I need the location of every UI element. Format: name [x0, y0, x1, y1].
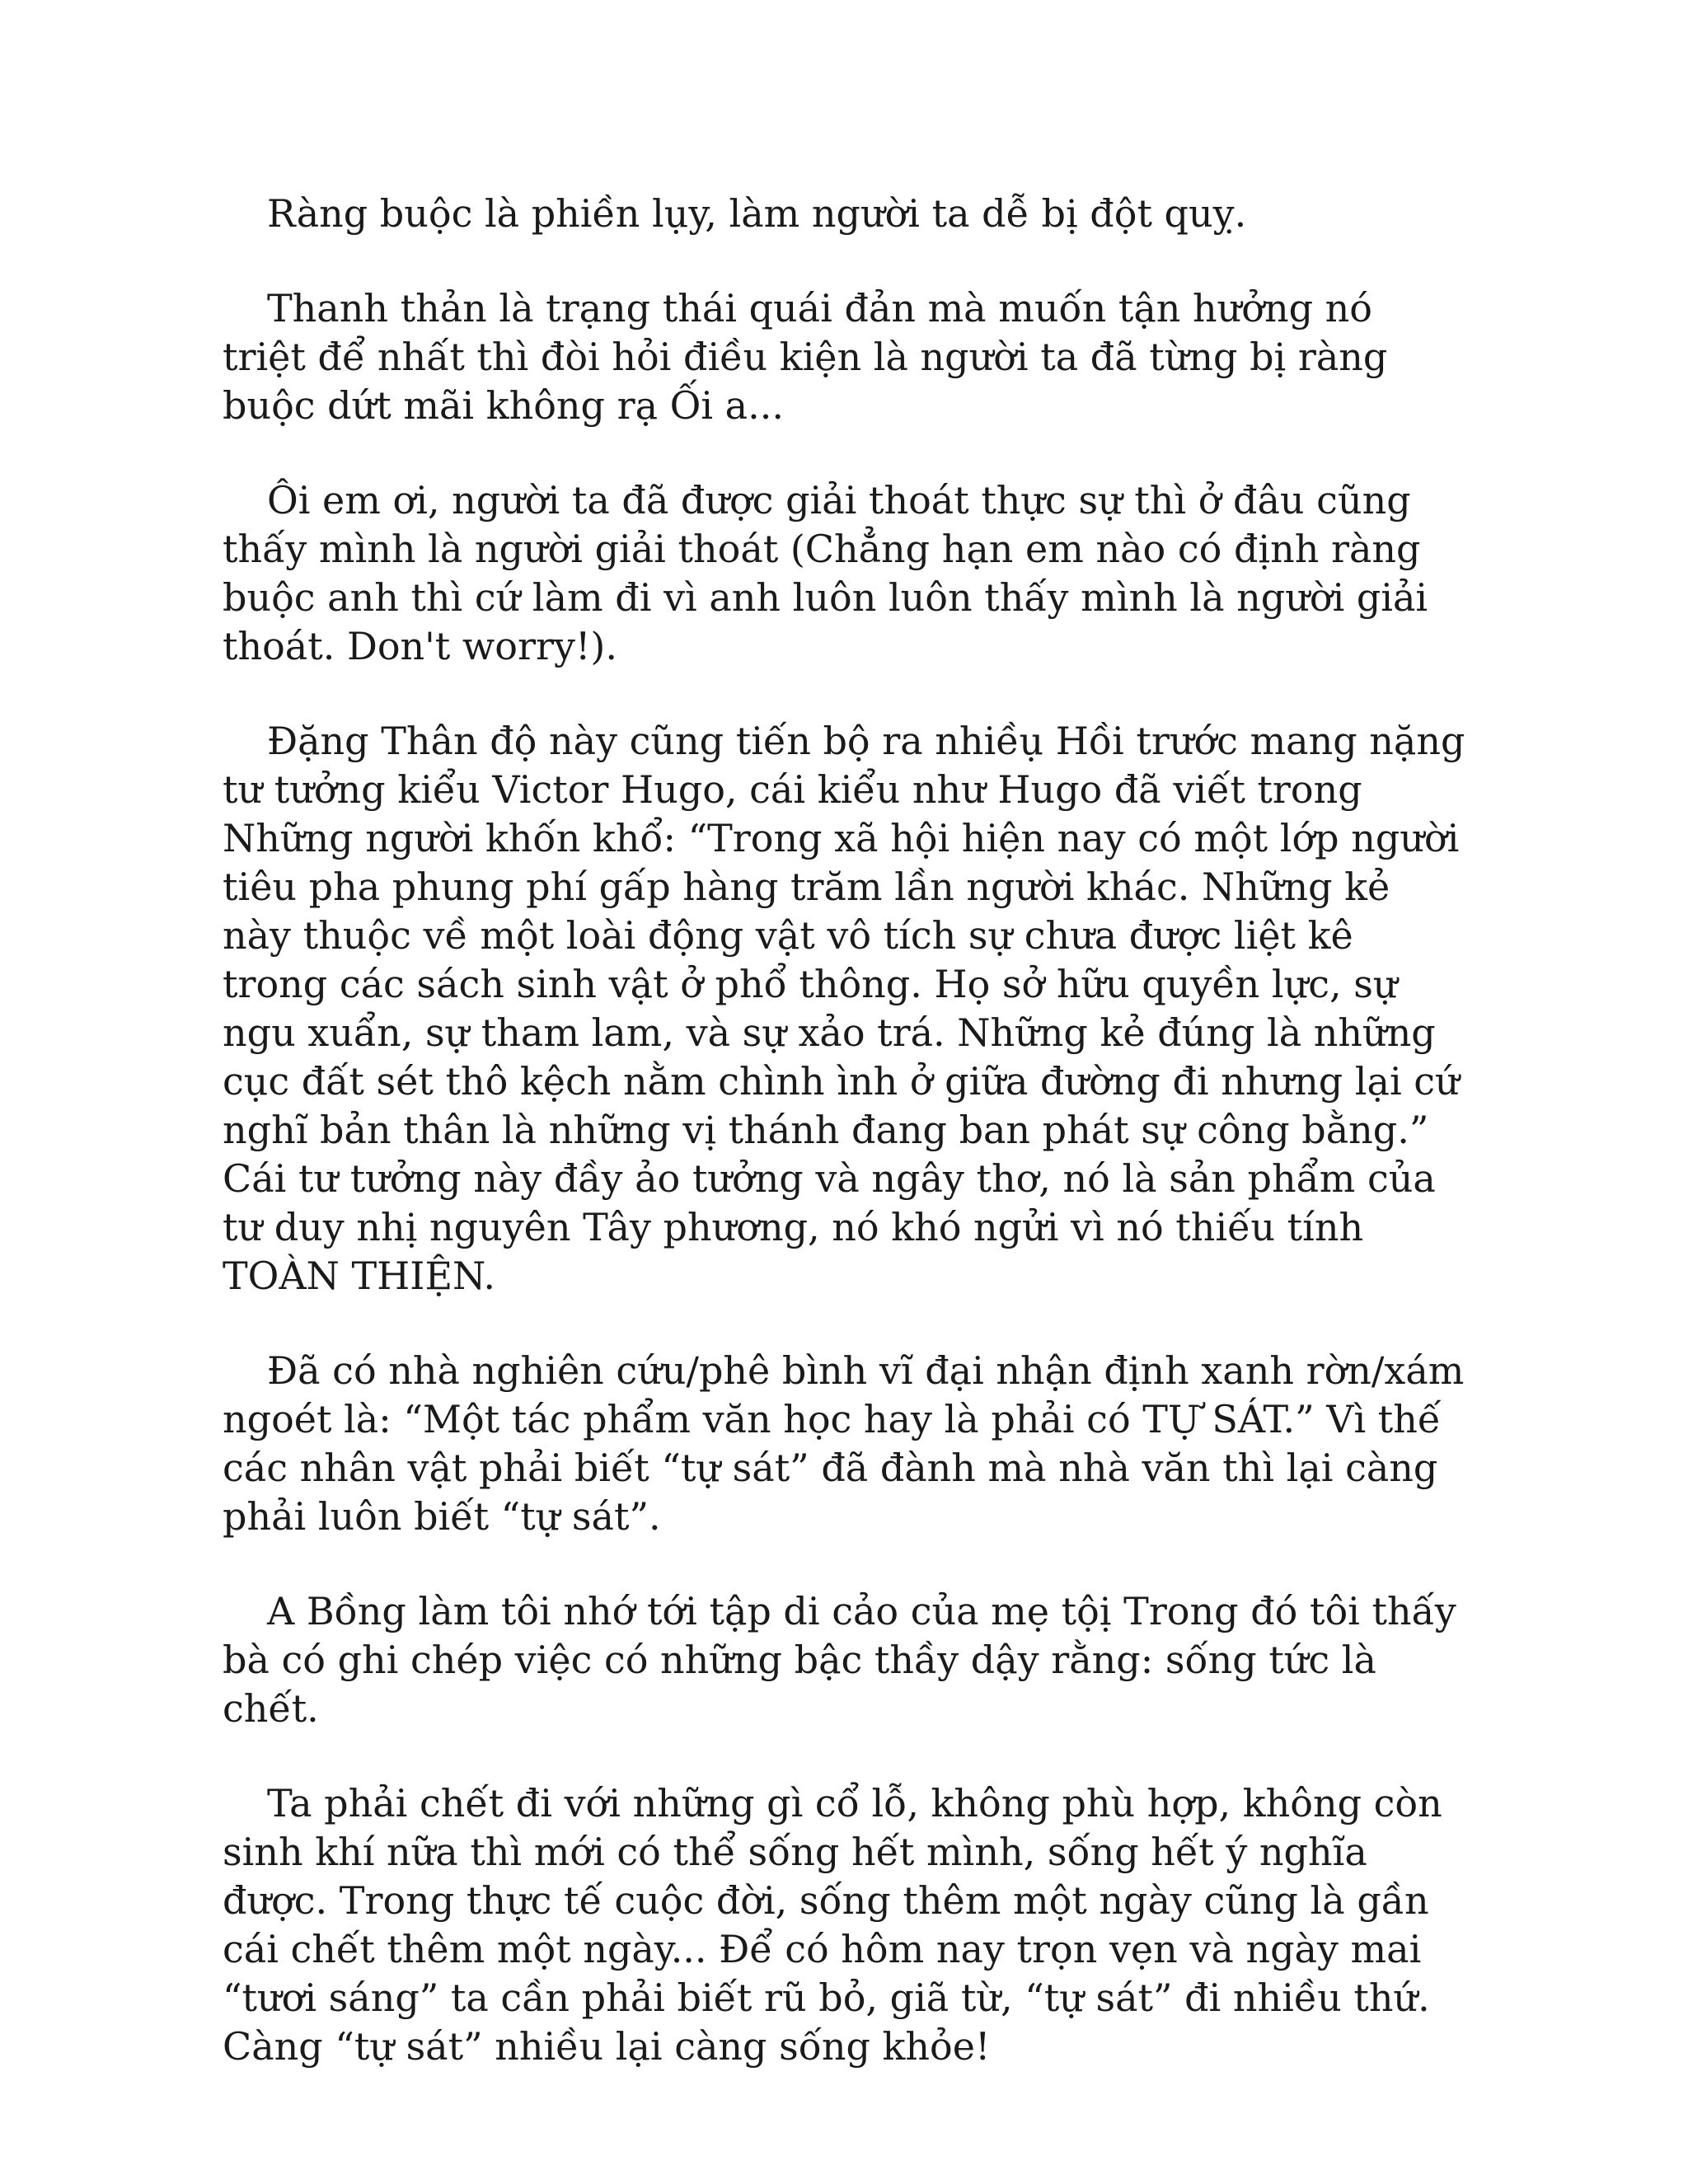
paragraph-2: Thanh thản là trạng thái quái đản mà muốn tận hưởng nó triệt để nhất thì đòi hỏi điều kiện là người ta đã từng bị ràng buộc dứt mãi không rạ Ối a...	[223, 286, 1388, 428]
paragraph-3: Ôi em ơi, người ta đã được giải thoát thực sự thì ở đâu cũng thấy mình là người giải thoát (Chẳng hạn em nào có định ràng buộc anh thì cứ làm đi vì anh luôn luôn thấy mình là người giải thoát. Don't worry!).	[223, 478, 1428, 668]
paragraph-7: Ta phải chết đi với những gì cổ lỗ, không phù hợp, không còn sinh khí nữa thì mới có thể sống hết mình, sống hết ý nghĩa được. Trong thực tế cuộc đời, sống thêm một ngày cũng là gần cái chết thêm một ngày... Để có hôm nay trọn vẹn và ngày mai “tươi sáng” ta cần phải biết rũ bỏ, giã từ, “tự sát” đi nhiều thứ. Càng “tự sát” nhiều lại càng sống khỏe!	[223, 1781, 1442, 2069]
paragraph-1: Ràng buộc là phiền lụy, làm người ta dễ bị đột quỵ.	[267, 191, 1247, 236]
paragraph-5: Đã có nhà nghiên cứu/phê bình vĩ đại nhận định xanh rờn/xám ngoét là: “Một tác phẩm văn học hay là phải có TỰ SÁT.” Vì thế các nhân vật phải biết “tự sát” đã đành mà nhà văn thì lại càng phải luôn biết “tự sát”.	[223, 1348, 1465, 1539]
paragraph-4: Đặng Thân độ này cũng tiến bộ ra nhiềụ Hồi trước mang nặng tư tưởng kiểu Victor Hugo, cái kiểu như Hugo đã viết trong Những người khốn khổ: “Trong xã hội hiện nay có một lớp người tiêu pha phung phí gấp hàng trăm lần người khác. Những kẻ này thuộc về một loài động vật vô tích sự chưa được liệt kê trong các sách sinh vật ở phổ thông. Họ sở hữu quyền lực, sự ngu xuẩn, sự tham lam, và sự xảo trá. Những kẻ đúng là những cục đất sét thô kệch nằm chình ình ở giữa đường đi nhưng lại cứ nghĩ bản thân là những vị thánh đang ban phát sự công bằng.” Cái tư tưởng này đầy ảo tưởng và ngây thơ, nó là sản phẩm của tư duy nhị nguyên Tây phương, nó khó ngửi vì nó thiếu tính TOÀN THIỆN.	[223, 719, 1465, 1298]
paragraph-6: A Bồng làm tôi nhớ tới tập di cảo của mẹ tộị Trong đó tôi thấy bà có ghi chép việc có những bậc thầy dậy rằng: sống tức là chết.	[223, 1589, 1456, 1731]
